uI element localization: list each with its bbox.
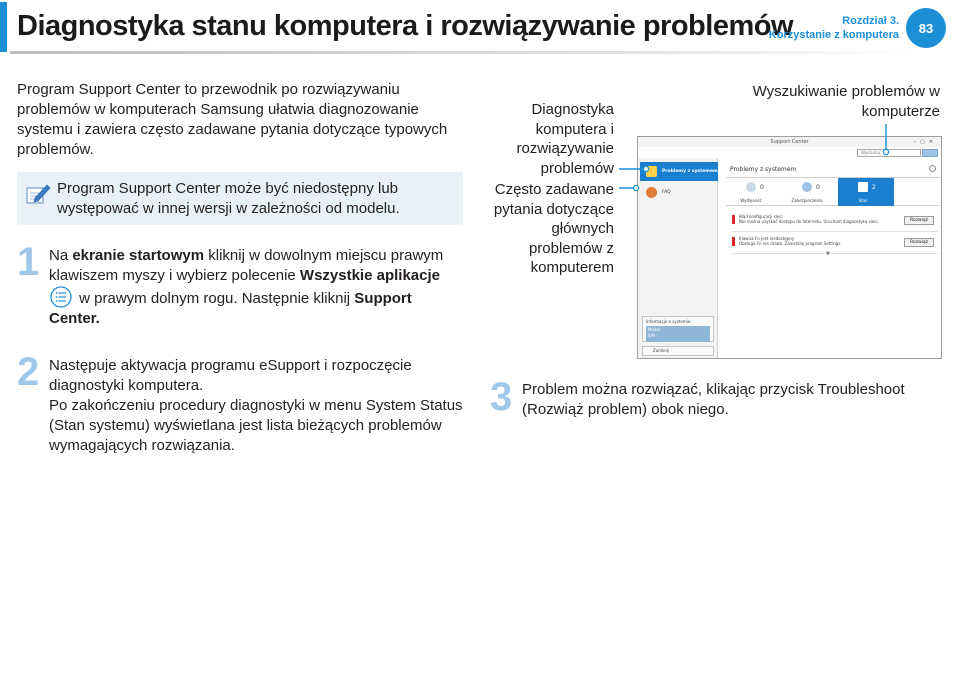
- faq-person-icon: [646, 187, 657, 198]
- window-toolbar: [638, 147, 941, 158]
- wrench-icon: [646, 166, 657, 177]
- sidebar-item-label: FAQ: [662, 190, 671, 195]
- problem-description: Obsługa Fn nie działa. Zainstaluj program Settings.: [739, 241, 842, 246]
- status-icon: [858, 182, 868, 192]
- intro-paragraph: Program Support Center to przewodnik po rozwiązywaniu problemów w komputerach Samsung ułatwia diagnozowanie systemu i zawiera często zadawane pytania dotyczące typowych problemów.: [17, 81, 448, 158]
- annotation-search: Wyszukiwanie problemów w komputerze: [752, 83, 940, 120]
- status-tiles: [726, 178, 940, 206]
- step-3-text: Problem można rozwiązać, klikając przycisk Troubleshoot (Rozwiąż problem) obok niego.: [522, 381, 905, 418]
- step-1-part: kliknij w dowolnym miejscu prawym klawiszem myszy i wybierz polecenie: [49, 247, 444, 284]
- system-info-values: [646, 326, 710, 342]
- step-1-number: 1: [17, 240, 40, 284]
- step-2-number: 2: [17, 350, 40, 394]
- window-controls[interactable]: –▢✕: [913, 139, 937, 145]
- step-1-part: Na: [49, 247, 73, 264]
- step-3-number: 3: [490, 375, 513, 419]
- system-info-title: Informacje o systemie: [646, 319, 691, 324]
- system-info-model: Model :: [648, 327, 663, 332]
- tile-count: 0: [760, 184, 764, 191]
- step-2-text: [49, 356, 467, 456]
- chapter-number: Rozdział 3.: [842, 15, 899, 27]
- problem-row: [732, 212, 938, 232]
- window-title: Support Center: [770, 139, 809, 145]
- problem-row: [732, 234, 938, 254]
- problem-text: [739, 236, 842, 246]
- search-button[interactable]: [922, 149, 938, 157]
- error-flag-icon: [732, 237, 735, 246]
- annotation-faq: Często zadawane pytania dotyczące głównych problemów z komputerem: [493, 181, 614, 276]
- main-title: Problemy z systemem: [730, 166, 797, 173]
- performance-icon: [746, 182, 756, 192]
- security-icon: [802, 182, 812, 192]
- step-1-bold-support-center: Support Center.: [49, 290, 412, 327]
- sidebar-item-faq[interactable]: [640, 183, 718, 202]
- header-divider: [10, 51, 910, 54]
- step-2-line-2: Po zakończeniu procedury diagnostyki w menu System Status (Stan systemu) wyświetlana jest lista bieżących problemów wymagających rozwiązania.: [49, 397, 463, 454]
- step-1-text: [49, 246, 459, 329]
- step-1-part: w prawym dolnym rogu. Następnie kliknij: [75, 290, 355, 307]
- search-input[interactable]: Wyszukaj: [857, 149, 921, 157]
- step-2-line-1: Następuje aktywacja programu eSupport i rozpoczęcie diagnostyki komputera.: [49, 357, 412, 394]
- tile-label: Zabezpieczenia: [791, 198, 823, 203]
- tile-status[interactable]: [838, 178, 894, 206]
- refresh-icon[interactable]: [929, 165, 936, 172]
- tile-count: 2: [872, 184, 876, 191]
- step-1-bold-all-apps: Wszystkie aplikacje: [299, 267, 440, 284]
- problem-title: Błąd konfiguracji sieci: [739, 214, 783, 219]
- note-text: Program Support Center może być niedostępny lub występować w innej wersji w zależności od modelu.: [57, 180, 400, 217]
- tile-security[interactable]: [782, 178, 838, 206]
- problem-text: [739, 214, 879, 224]
- page-title: Diagnostyka stanu komputera i rozwiązywanie problemów: [17, 10, 794, 42]
- all-apps-icon: [49, 286, 73, 308]
- tile-performance[interactable]: [726, 178, 782, 206]
- support-center-screenshot: [637, 136, 942, 359]
- note-box: [17, 172, 463, 225]
- error-flag-icon: [732, 215, 735, 224]
- sidebar-item-system-problems[interactable]: [640, 162, 718, 181]
- chapter-label[interactable]: [769, 14, 899, 42]
- troubleshoot-button[interactable]: Rozwiąż: [904, 238, 934, 247]
- tile-count: 0: [816, 184, 820, 191]
- system-info-sn: S/N :: [648, 333, 658, 338]
- chevron-down-icon[interactable]: ▼: [826, 251, 830, 257]
- pencil-note-icon: [25, 181, 51, 207]
- step-1-bold-start-screen: ekranie startowym: [72, 247, 205, 264]
- page-number-badge: 83: [906, 8, 946, 48]
- annotation-diagnostics: Diagnostyka komputera i rozwiązywanie problemów: [516, 101, 614, 177]
- tile-label: Stan: [858, 198, 868, 203]
- main-panel: [722, 160, 940, 356]
- header-accent-bar: [0, 2, 7, 52]
- chapter-title: Korzystanie z komputera: [768, 29, 899, 41]
- close-button[interactable]: Zamknij: [642, 346, 714, 356]
- troubleshoot-button[interactable]: Rozwiąż: [904, 216, 934, 225]
- problem-description: Nie można uzyskać dostępu do Internetu. Uruchom diagnostykę sieci.: [739, 219, 879, 224]
- tile-label: Wydajność: [740, 198, 762, 203]
- system-info-panel[interactable]: [642, 316, 714, 342]
- sidebar-item-label: Problemy z systemem: [662, 169, 718, 174]
- window-titlebar: [638, 137, 941, 147]
- sidebar: [638, 158, 718, 359]
- problem-title: Klawisz Fn jest niedostępny: [739, 236, 795, 241]
